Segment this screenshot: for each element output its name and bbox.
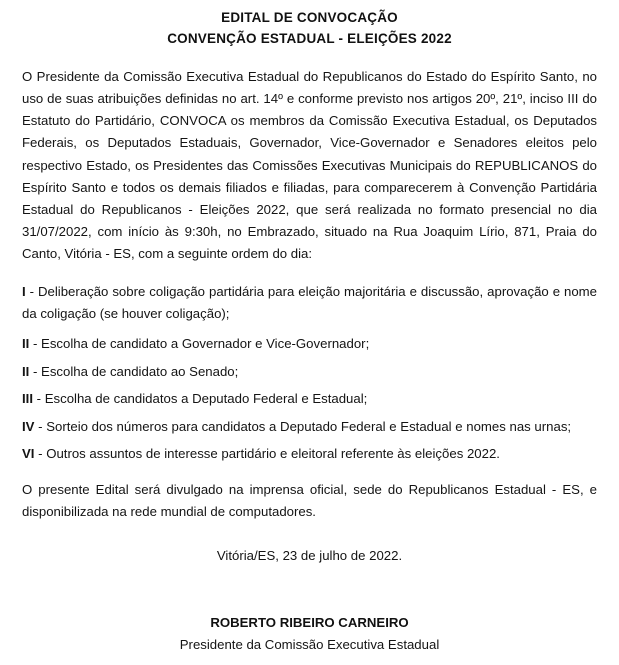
document-title xyxy=(22,8,597,50)
main-paragraph: O Presidente da Comissão Executiva Estadual do Republicanos do Estado do Espírito Santo, no uso de suas atribuições definidas no art. 14º e conforme previsto nos artigos 20º, 21º, inciso III do Estatuto do Partidário, CONVOCA os membros da Comissão Executiva Estadual, os Deputados Federais, os Deputados Estaduais, Governador, Vice-Governador e Senadores eleitos pelo respectivo Estado, os Presidentes das Comissões Executivas Municipais do REPUBLICANOS do Espírito Santo e todos os demais filiados e filiadas, para comparecerem à Convenção Partidária Estadual do Republicanos - Eleições 2022, que será realizada no formato presencial no dia 31/07/2022, com início às 9:30h, no Embrazado, situado na Rua Joaquim Lírio, 871, Praia do Canto, Vitória - ES, com a seguinte ordem do dia: xyxy=(22,68,597,262)
agenda-item xyxy=(22,416,597,438)
signatory-name: ROBERTO RIBEIRO CARNEIRO xyxy=(210,615,409,631)
agenda-item xyxy=(22,361,597,383)
agenda-item-number: II xyxy=(22,363,30,379)
agenda-item-text: - Outros assuntos de interesse partidário e eleitoral referente às eleições 2022. xyxy=(34,446,500,462)
closing-paragraph: O presente Edital será divulgado na imprensa oficial, sede do Republicanos Estadual - ES, e disponibilizada na rede mundial de computadores. xyxy=(22,482,597,520)
agenda-item-number: III xyxy=(22,391,33,407)
signatory-role: Presidente da Comissão Executiva Estadual xyxy=(179,636,440,652)
agenda-list xyxy=(22,281,597,465)
agenda-item-text: - Sorteio dos números para candidatos a Deputado Federal e Estadual e nomes nas urnas; xyxy=(34,418,572,434)
title-line-2: CONVENÇÃO ESTADUAL - ELEIÇÕES 2022 xyxy=(167,30,452,46)
agenda-item xyxy=(22,333,597,355)
signature-block xyxy=(22,612,597,654)
agenda-item xyxy=(22,388,597,410)
place-and-date: Vitória/ES, 23 de julho de 2022. xyxy=(216,548,403,564)
agenda-item-text: - Escolha de candidato ao Senado; xyxy=(29,363,239,379)
agenda-item-number: II xyxy=(22,336,30,352)
title-line-1: EDITAL DE CONVOCAÇÃO xyxy=(221,10,398,25)
agenda-item-number: VI xyxy=(22,446,35,462)
agenda-item-text: - Escolha de candidatos a Deputado Federal e Estadual; xyxy=(33,391,368,407)
agenda-item-number: IV xyxy=(22,418,35,434)
agenda-item-number: I xyxy=(22,284,26,300)
agenda-item-text: - Deliberação sobre coligação partidária para eleição majoritária e discussão, aprovação e nome da coligação (se houver coligação); xyxy=(22,284,597,321)
agenda-item xyxy=(22,443,597,465)
agenda-item-text: - Escolha de candidato a Governador e Vice-Governador; xyxy=(29,336,370,352)
agenda-item xyxy=(22,281,597,324)
